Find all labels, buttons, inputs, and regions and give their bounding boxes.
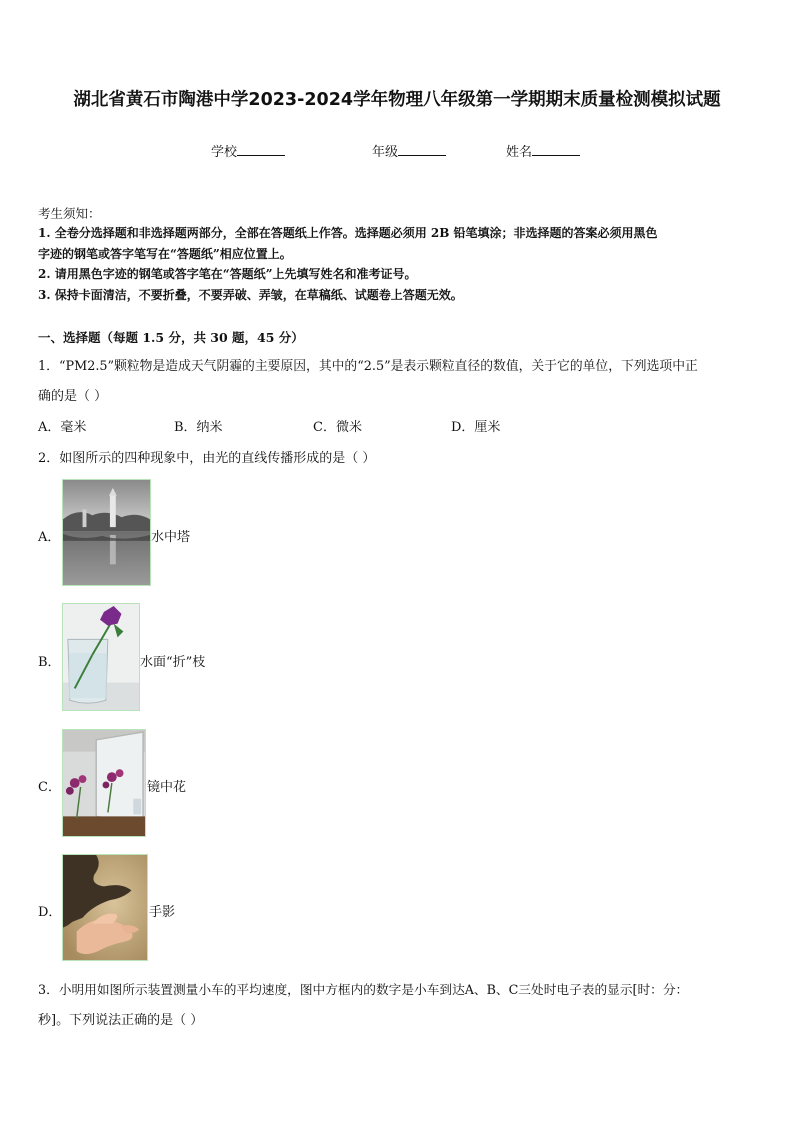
q1-option-d[interactable]: D．厘米 [451,420,501,435]
grade-label: 年级 [372,145,399,160]
pagoda-reflection-image [62,479,151,586]
notice-item-1-cont: 字迹的钢笔或答字笔写在“答题纸”相应位置上。 [38,247,292,261]
q2-option-c-letter[interactable]: C． [38,780,61,795]
grade-field[interactable] [372,141,446,160]
q2-stem: 2．如图所示的四种现象中，由光的直线传播形成的是（ ） [38,451,376,466]
name-blank[interactable] [532,143,580,156]
name-field[interactable] [506,141,580,160]
q1-option-a[interactable]: A．毫米 [38,420,87,435]
q2-option-a-letter[interactable]: A． [38,530,61,545]
q2-option-b-letter[interactable]: B． [38,655,61,670]
q1-option-c[interactable]: C．微米 [313,420,362,435]
q3-stem-line2: 秒]。下列说法正确的是（ ） [38,1013,204,1028]
notice-heading: 考生须知： [38,206,101,221]
page-title: 湖北省黄石市陶港中学2023-2024学年物理八年级第一学期期末质量检测模拟试题 [73,90,721,110]
q2-option-d-caption: 手影 [149,905,176,920]
q2-option-c-caption: 镜中花 [147,780,187,795]
flower-in-mirror-image [62,729,146,837]
name-label: 姓名 [506,145,533,160]
q2-option-b-caption: 水面“折”枝 [140,655,206,670]
q1-stem-line2: 确的是（ ） [38,389,108,404]
q1-stem-line1: 1．“PM2.5”颗粒物是造成天气阴霾的主要原因，其中的“2.5”是表示颗粒直径的数值，关于它的单位，下列选项中正 [38,359,698,374]
hand-shadow-image [62,854,148,961]
notice-item-1: 1. 全卷分选择题和非选择题两部分，全部在答题纸上作答。选择题必须用 2B 铅笔填涂；非选择题的答案必须用黑色 [38,226,658,240]
notice-item-2: 2. 请用黑色字迹的钢笔或答字笔在“答题纸”上先填写姓名和准考证号。 [38,267,417,281]
school-label: 学校 [211,145,238,160]
q2-option-a-caption: 水中塔 [151,530,191,545]
bent-branch-in-water-image [62,603,140,711]
notice-item-3: 3. 保持卡面清洁，不要折叠，不要弄破、弄皱，在草稿纸、试题卷上答题无效。 [38,288,463,302]
q1-option-b[interactable]: B．纳米 [174,420,223,435]
q3-stem-line1: 3．小明用如图所示装置测量小车的平均速度，图中方框内的数字是小车到达A、B、C三处时电子表的显示[时：分： [38,982,689,997]
school-blank[interactable] [237,143,285,156]
section-heading: 一、选择题（每题 1.5 分，共 30 题，45 分） [38,330,304,345]
grade-blank[interactable] [398,143,446,156]
q2-option-d-letter[interactable]: D． [38,905,62,920]
school-field[interactable] [211,141,285,160]
